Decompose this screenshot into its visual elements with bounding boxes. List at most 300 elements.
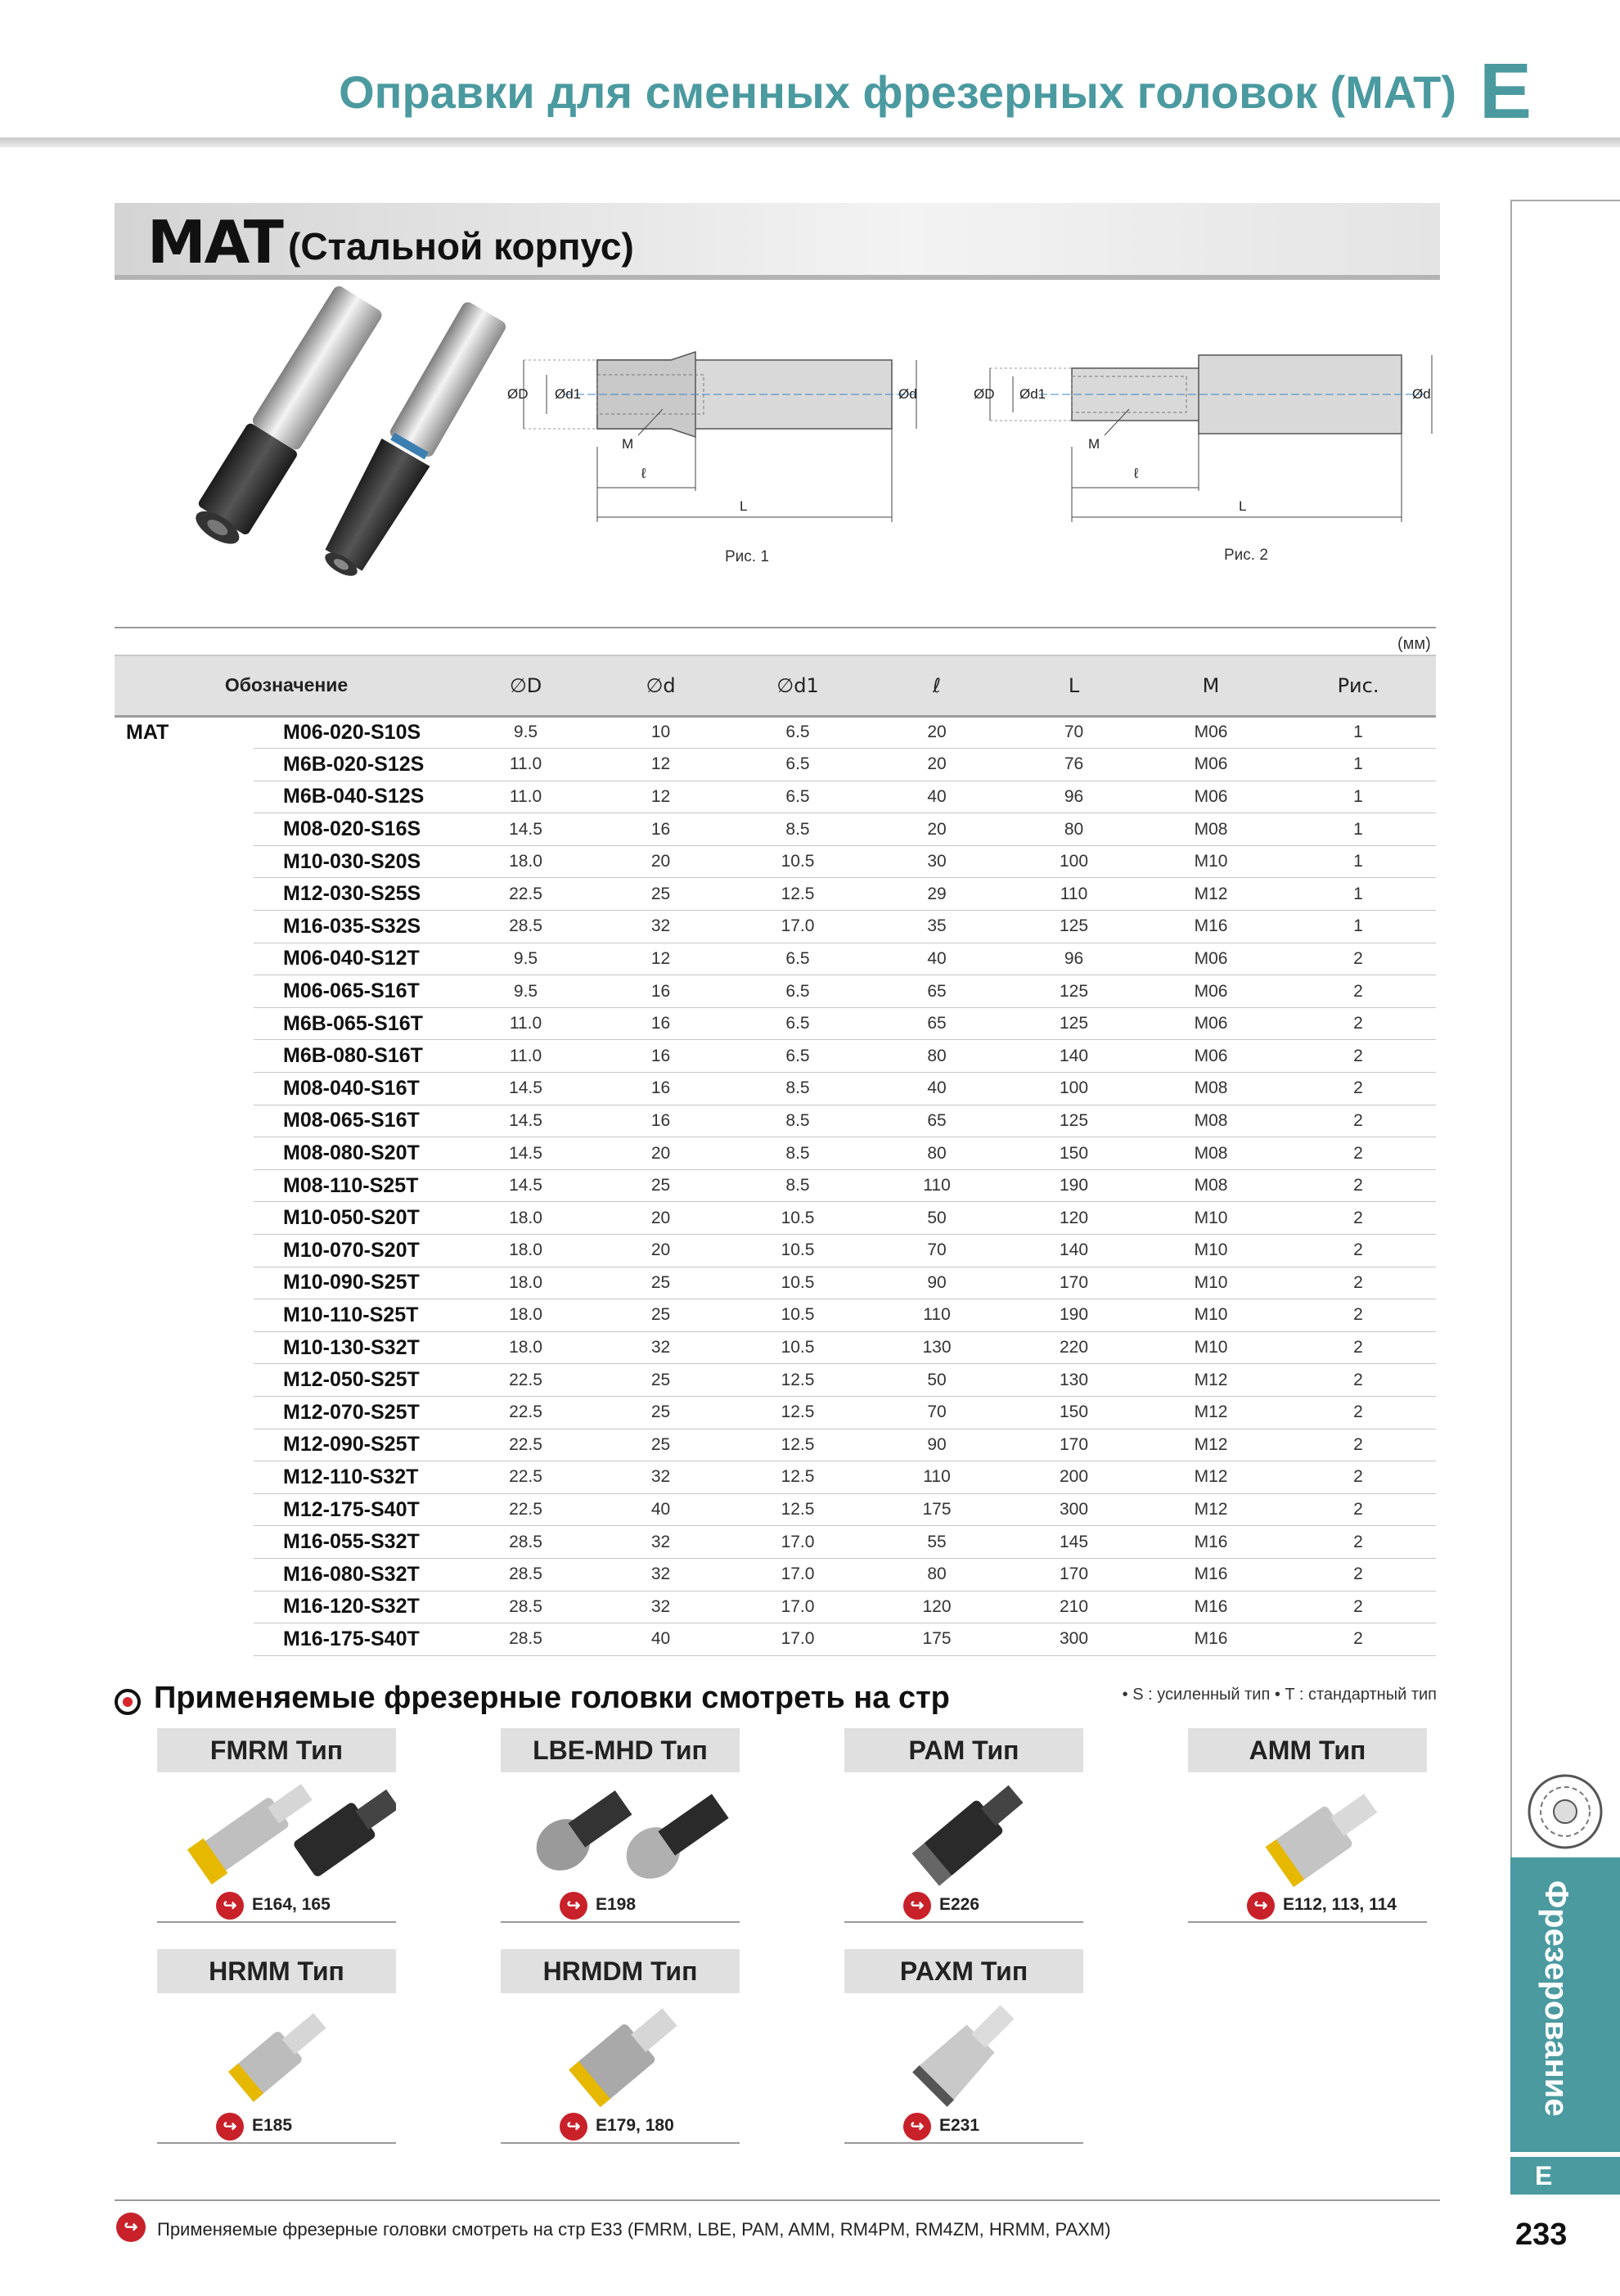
fig-cell: 2 [1280, 1558, 1436, 1591]
page-ref-icon: ↪ [903, 1892, 931, 1920]
designation-cell: M06-065-S16T [254, 975, 458, 1008]
legend-note: • S : усиленный тип • T : стандартный тип [1122, 1686, 1437, 1704]
head-card-title: HRMDM Тип [501, 1949, 740, 1993]
d-cell: 32 [593, 1591, 728, 1623]
table-row [115, 1202, 1436, 1235]
d-cell: 20 [593, 1235, 728, 1267]
figure-1-caption: Рис. 1 [725, 548, 769, 565]
table-row [115, 1364, 1436, 1397]
fig-cell: 1 [1280, 813, 1436, 846]
D-cell: 18.0 [458, 1235, 593, 1267]
fig1-label-L: L [740, 498, 748, 514]
group-cell [115, 1364, 254, 1397]
l-cell: 20 [867, 716, 1006, 749]
M-cell: M06 [1141, 943, 1280, 975]
applicable-heads-heading: Применяемые фрезерные головки смотреть на стр [154, 1681, 950, 1715]
table-row [115, 1461, 1436, 1494]
l-cell: 40 [867, 943, 1006, 975]
d-cell: 25 [593, 1267, 728, 1299]
d1-cell: 6.5 [728, 1040, 867, 1073]
M-cell: M10 [1141, 1235, 1280, 1267]
M-cell: M12 [1141, 1429, 1280, 1461]
D-cell: 14.5 [458, 813, 593, 846]
fig-cell: 2 [1280, 1461, 1436, 1494]
d1-cell: 8.5 [728, 1105, 867, 1137]
fig-cell: 2 [1280, 1235, 1436, 1267]
D-cell: 18.0 [458, 1202, 593, 1235]
M-cell: M06 [1141, 1007, 1280, 1040]
D-cell: 28.5 [458, 1623, 593, 1656]
group-cell: MAT [126, 721, 169, 745]
table-row [115, 1396, 1436, 1429]
d-cell: 16 [593, 1105, 728, 1137]
product-photo [155, 259, 507, 619]
L-cell: 150 [1006, 1137, 1141, 1170]
d1-cell: 10.5 [728, 1331, 867, 1364]
table-row [115, 975, 1436, 1008]
d1-cell: 6.5 [728, 781, 867, 813]
l-cell: 130 [867, 1331, 1006, 1364]
l-cell: 40 [867, 781, 1006, 813]
D-cell: 22.5 [458, 1493, 593, 1526]
M-cell: M10 [1141, 1267, 1280, 1299]
designation-cell: M06-020-S10S [254, 716, 458, 749]
product-subtitle: (Стальной корпус) [288, 225, 634, 268]
head-card-title: FMRM Тип [157, 1728, 396, 1772]
D-cell: 11.0 [458, 1040, 593, 1073]
head-card-hrmdm [501, 1949, 740, 2144]
d-cell: 16 [593, 1007, 728, 1040]
footer-rule [115, 2199, 1440, 2201]
head-card-page-ref: E198 [596, 1895, 637, 1914]
group-cell [115, 1299, 254, 1332]
fig-cell: 2 [1280, 975, 1436, 1008]
table-row [115, 1331, 1436, 1364]
M-cell: M10 [1141, 1202, 1280, 1235]
M-cell: M08 [1141, 1169, 1280, 1202]
d-cell: 25 [593, 1429, 728, 1461]
M-cell: M16 [1141, 911, 1280, 943]
table-row [115, 1105, 1436, 1137]
D-cell: 22.5 [458, 1429, 593, 1461]
fig-cell: 1 [1280, 749, 1436, 781]
page-ref-icon: ↪ [1247, 1892, 1275, 1920]
fig-cell: 2 [1280, 943, 1436, 975]
l-cell: 80 [867, 1040, 1006, 1073]
M-cell: M12 [1141, 1396, 1280, 1429]
L-cell: 120 [1006, 1202, 1141, 1235]
head-card-ref [157, 1887, 396, 1923]
fmrm-head-image [157, 1772, 396, 1887]
head-card-ref [157, 2108, 396, 2144]
L-cell: 210 [1006, 1591, 1141, 1623]
l-cell: 50 [867, 1364, 1006, 1397]
L-cell: 140 [1006, 1235, 1141, 1267]
table-row [115, 943, 1436, 975]
D-cell: 14.5 [458, 1073, 593, 1105]
fig-cell: 2 [1280, 1169, 1436, 1202]
d1-cell: 12.5 [728, 1429, 867, 1461]
designation-cell: M12-175-S40T [254, 1493, 458, 1526]
group-cell [115, 1040, 254, 1073]
L-cell: 190 [1006, 1169, 1141, 1202]
M-cell: M12 [1141, 1493, 1280, 1526]
M-cell: M06 [1141, 975, 1280, 1008]
D-cell: 28.5 [458, 1526, 593, 1559]
l-cell: 120 [867, 1591, 1006, 1623]
designation-cell: M10-030-S20S [254, 845, 458, 878]
fig-cell: 2 [1280, 1591, 1436, 1623]
L-cell: 170 [1006, 1429, 1141, 1461]
L-cell: 170 [1006, 1267, 1141, 1299]
D-cell: 28.5 [458, 1591, 593, 1623]
fig-cell: 2 [1280, 1137, 1436, 1170]
group-cell [115, 813, 254, 846]
head-card-hrmm [157, 1949, 396, 2144]
header-M: M [1141, 655, 1280, 716]
group-cell [115, 1105, 254, 1137]
figure-1-drawing [507, 344, 933, 540]
d-cell: 25 [593, 1169, 728, 1202]
d1-cell: 6.5 [728, 716, 867, 749]
L-cell: 200 [1006, 1461, 1141, 1494]
header-L: L [1006, 655, 1141, 716]
D-cell: 28.5 [458, 1558, 593, 1591]
product-title: MAT [147, 208, 282, 277]
group-cell [115, 1558, 254, 1591]
table-row [115, 781, 1436, 813]
designation-cell: M6B-020-S12S [254, 749, 458, 781]
d1-cell: 10.5 [728, 1202, 867, 1235]
d1-cell: 17.0 [728, 1623, 867, 1656]
designation-cell: M12-090-S25T [254, 1429, 458, 1461]
group-cell [115, 1137, 254, 1170]
fig-cell: 2 [1280, 1073, 1436, 1105]
fig-cell: 1 [1280, 845, 1436, 878]
fig-cell: 2 [1280, 1299, 1436, 1332]
D-cell: 14.5 [458, 1137, 593, 1170]
fig-cell: 2 [1280, 1040, 1436, 1073]
d1-cell: 12.5 [728, 1493, 867, 1526]
M-cell: M10 [1141, 1331, 1280, 1364]
footer-note: Применяемые фрезерные головки смотреть на стр E33 (FMRM, LBE, PAM, AMM, RM4PM, RM4ZM, HRMM, PAXM) [157, 2219, 1111, 2240]
L-cell: 145 [1006, 1526, 1141, 1559]
head-card-page-ref: E164, 165 [252, 1895, 331, 1914]
fig-cell: 1 [1280, 878, 1436, 911]
header-d: ∅d [593, 655, 728, 716]
D-cell: 22.5 [458, 1461, 593, 1494]
d1-cell: 8.5 [728, 1073, 867, 1105]
fig-cell: 2 [1280, 1396, 1436, 1429]
d-cell: 32 [593, 911, 728, 943]
designation-cell: M10-130-S32T [254, 1331, 458, 1364]
L-cell: 190 [1006, 1299, 1141, 1332]
d-cell: 25 [593, 1364, 728, 1397]
designation-cell: M6B-065-S16T [254, 1007, 458, 1040]
paxm-head-image [844, 1993, 1083, 2108]
header-D: ∅D [458, 655, 593, 716]
l-cell: 55 [867, 1526, 1006, 1559]
L-cell: 70 [1006, 716, 1141, 749]
D-cell: 11.0 [458, 749, 593, 781]
side-rule [1510, 200, 1512, 1869]
amm-head-image [1188, 1772, 1427, 1887]
designation-cell: M12-070-S25T [254, 1396, 458, 1429]
L-cell: 130 [1006, 1364, 1141, 1397]
l-cell: 20 [867, 749, 1006, 781]
d-cell: 20 [593, 845, 728, 878]
page-ref-icon: ↪ [116, 2213, 146, 2242]
l-cell: 70 [867, 1235, 1006, 1267]
d-cell: 10 [593, 716, 728, 749]
designation-cell: M08-110-S25T [254, 1169, 458, 1202]
d1-cell: 12.5 [728, 1396, 867, 1429]
fig-cell: 2 [1280, 1267, 1436, 1299]
head-card-ref [844, 2108, 1083, 2144]
side-rule-top [1510, 200, 1620, 201]
designation-cell: M16-175-S40T [254, 1623, 458, 1656]
fig-cell: 1 [1280, 911, 1436, 943]
group-cell [115, 1591, 254, 1623]
D-cell: 22.5 [458, 1364, 593, 1397]
L-cell: 100 [1006, 845, 1141, 878]
designation-cell: M06-040-S12T [254, 943, 458, 975]
page-ref-icon: ↪ [216, 1892, 244, 1920]
L-cell: 76 [1006, 749, 1141, 781]
D-cell: 18.0 [458, 845, 593, 878]
designation-cell: M08-080-S20T [254, 1137, 458, 1170]
M-cell: M16 [1141, 1623, 1280, 1656]
d1-cell: 12.5 [728, 1461, 867, 1494]
designation-cell: M08-040-S16T [254, 1073, 458, 1105]
d-cell: 32 [593, 1558, 728, 1591]
table-row [115, 749, 1436, 781]
header-designation: Обозначение [115, 655, 458, 716]
d1-cell: 8.5 [728, 1169, 867, 1202]
group-cell [115, 878, 254, 911]
l-cell: 50 [867, 1202, 1006, 1235]
M-cell: M10 [1141, 1299, 1280, 1332]
fig1-label-d: Ød [898, 386, 917, 402]
head-card-amm [1188, 1728, 1427, 1923]
table-top-rule [115, 627, 1436, 628]
table-row [115, 1591, 1436, 1623]
D-cell: 18.0 [458, 1299, 593, 1332]
group-cell [115, 749, 254, 781]
d-cell: 16 [593, 813, 728, 846]
page-header-title: Оправки для сменных фрезерных головок (MAT) [339, 66, 1456, 118]
head-card-fmrm [157, 1728, 396, 1923]
l-cell: 35 [867, 911, 1006, 943]
group-cell [115, 1623, 254, 1656]
M-cell: M08 [1141, 1137, 1280, 1170]
head-card-title: PAM Тип [844, 1728, 1083, 1772]
d-cell: 25 [593, 1299, 728, 1332]
head-card-title: PAXM Тип [844, 1949, 1083, 1993]
fig2-label-M: M [1088, 436, 1100, 452]
group-cell [115, 1396, 254, 1429]
bullet-icon [115, 1689, 141, 1715]
table-row [115, 1007, 1436, 1040]
designation-cell: M08-020-S16S [254, 813, 458, 846]
L-cell: 220 [1006, 1331, 1141, 1364]
milling-cutter-icon [1520, 1771, 1610, 1853]
group-cell [115, 911, 254, 943]
d-cell: 12 [593, 943, 728, 975]
section-letter: E [1479, 47, 1532, 135]
d1-cell: 12.5 [728, 1364, 867, 1397]
L-cell: 150 [1006, 1396, 1141, 1429]
L-cell: 125 [1006, 911, 1141, 943]
group-cell [115, 1202, 254, 1235]
header-l: ℓ [867, 655, 1006, 716]
l-cell: 65 [867, 1105, 1006, 1137]
l-cell: 175 [867, 1623, 1006, 1656]
M-cell: M06 [1141, 781, 1280, 813]
D-cell: 18.0 [458, 1331, 593, 1364]
fig-cell: 1 [1280, 716, 1436, 749]
D-cell: 28.5 [458, 911, 593, 943]
table-body [115, 716, 1436, 1655]
D-cell: 14.5 [458, 1169, 593, 1202]
D-cell: 22.5 [458, 878, 593, 911]
page-ref-icon: ↪ [216, 2113, 244, 2141]
fig2-label-D: ØD [974, 386, 995, 402]
table-row [115, 878, 1436, 911]
unit-note: (мм) [1397, 635, 1431, 653]
table-row [115, 1526, 1436, 1559]
d-cell: 32 [593, 1331, 728, 1364]
head-card-ref [501, 2108, 740, 2144]
group-cell [115, 1429, 254, 1461]
table-row [115, 1299, 1436, 1332]
L-cell: 110 [1006, 878, 1141, 911]
fig-cell: 2 [1280, 1331, 1436, 1364]
fig-cell: 2 [1280, 1623, 1436, 1656]
fig-cell: 2 [1280, 1364, 1436, 1397]
fig1-label-M: M [622, 436, 634, 452]
d1-cell: 6.5 [728, 1007, 867, 1040]
M-cell: M08 [1141, 813, 1280, 846]
fig-cell: 2 [1280, 1429, 1436, 1461]
d-cell: 16 [593, 1073, 728, 1105]
table-row [115, 813, 1436, 846]
head-card-lbe-mhd [501, 1728, 740, 1923]
table-row [115, 1137, 1436, 1170]
l-cell: 80 [867, 1137, 1006, 1170]
d1-cell: 6.5 [728, 975, 867, 1008]
L-cell: 300 [1006, 1623, 1141, 1656]
page-number: 233 [1515, 2217, 1568, 2252]
l-cell: 90 [867, 1267, 1006, 1299]
D-cell: 9.5 [458, 943, 593, 975]
M-cell: M06 [1141, 1040, 1280, 1073]
d-cell: 20 [593, 1202, 728, 1235]
designation-cell: M12-030-S25S [254, 878, 458, 911]
side-tab-letter: E [1510, 2157, 1620, 2195]
l-cell: 29 [867, 878, 1006, 911]
figure-2-drawing [974, 344, 1448, 540]
L-cell: 96 [1006, 781, 1141, 813]
header-rule [0, 137, 1620, 147]
designation-cell: M10-070-S20T [254, 1235, 458, 1267]
group-cell [115, 781, 254, 813]
head-card-page-ref: E226 [939, 1895, 980, 1914]
l-cell: 110 [867, 1299, 1006, 1332]
l-cell: 110 [867, 1169, 1006, 1202]
fig-cell: 1 [1280, 781, 1436, 813]
d-cell: 16 [593, 1040, 728, 1073]
group-cell [115, 1526, 254, 1559]
d1-cell: 8.5 [728, 813, 867, 846]
M-cell: M16 [1141, 1558, 1280, 1591]
designation-cell: M6B-040-S12S [254, 781, 458, 813]
M-cell: M08 [1141, 1105, 1280, 1137]
designation-cell: M08-065-S16T [254, 1105, 458, 1137]
designation-cell: M12-050-S25T [254, 1364, 458, 1397]
fig1-label-d1: Ød1 [555, 386, 582, 402]
fig-cell: 2 [1280, 1007, 1436, 1040]
M-cell: M16 [1141, 1591, 1280, 1623]
D-cell: 14.5 [458, 1105, 593, 1137]
group-cell [115, 1493, 254, 1526]
head-card-paxm [844, 1949, 1083, 2144]
head-card-page-ref: E231 [939, 2116, 980, 2135]
pam-head-image [844, 1772, 1083, 1887]
table-row [115, 1623, 1436, 1656]
l-cell: 110 [867, 1461, 1006, 1494]
designation-cell: M16-035-S32S [254, 911, 458, 943]
designation-cell: M12-110-S32T [254, 1461, 458, 1494]
table-header-row [115, 655, 1436, 716]
header-fig: Рис. [1280, 655, 1436, 716]
d1-cell: 10.5 [728, 1267, 867, 1299]
group-cell [115, 975, 254, 1008]
fig2-label-d: Ød [1412, 386, 1431, 402]
L-cell: 125 [1006, 1007, 1141, 1040]
D-cell: 22.5 [458, 1396, 593, 1429]
head-card-title: LBE-MHD Тип [501, 1728, 740, 1772]
L-cell: 300 [1006, 1493, 1141, 1526]
D-cell: 9.5 [458, 975, 593, 1008]
header-d1: ∅d1 [728, 655, 867, 716]
group-cell [115, 1073, 254, 1105]
d-cell: 25 [593, 878, 728, 911]
group-cell [115, 845, 254, 878]
d-cell: 12 [593, 749, 728, 781]
L-cell: 80 [1006, 813, 1141, 846]
table-row [115, 1558, 1436, 1591]
l-cell: 65 [867, 975, 1006, 1008]
group-cell [115, 1461, 254, 1494]
M-cell: M06 [1141, 749, 1280, 781]
d1-cell: 10.5 [728, 1299, 867, 1332]
d1-cell: 6.5 [728, 749, 867, 781]
lbe-mhd-head-image [501, 1772, 740, 1887]
designation-cell: M16-080-S32T [254, 1558, 458, 1591]
M-cell: M12 [1141, 878, 1280, 911]
page-ref-icon: ↪ [903, 2113, 931, 2141]
d-cell: 25 [593, 1396, 728, 1429]
fig2-label-l: ℓ [1134, 466, 1139, 481]
table-row [115, 716, 1436, 749]
d-cell: 40 [593, 1493, 728, 1526]
table-row [115, 1429, 1436, 1461]
fig2-label-L: L [1239, 498, 1247, 514]
head-card-ref [844, 1887, 1083, 1923]
hrmm-head-image [157, 1993, 396, 2108]
d1-cell: 17.0 [728, 1526, 867, 1559]
